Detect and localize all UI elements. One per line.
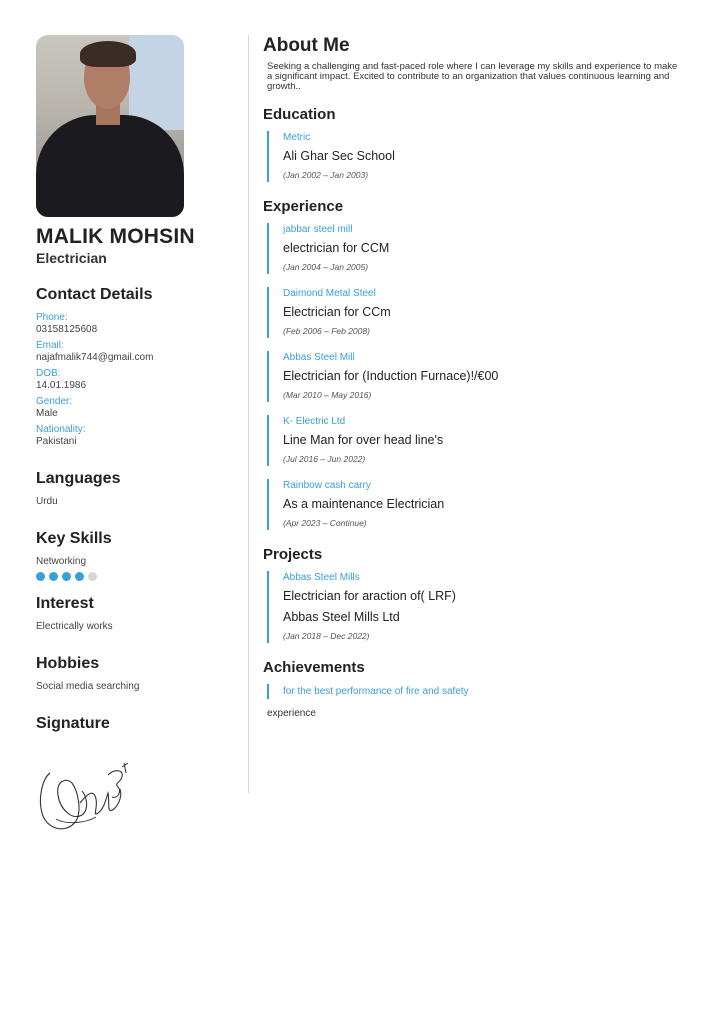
skill-dot — [49, 572, 58, 581]
experience-company: K- Electric Ltd — [283, 416, 346, 427]
dob-value: 14.01.1986 — [36, 380, 87, 391]
education-entry — [267, 131, 683, 182]
phone-value: 03158125608 — [36, 324, 98, 335]
gender-label: Gender: — [36, 396, 73, 407]
skill-rating — [36, 572, 236, 581]
experience-dates: (Jan 2004 – Jan 2005) — [283, 262, 369, 272]
skill-dot — [75, 572, 84, 581]
project-company: Abbas Steel Mills Ltd — [283, 610, 400, 624]
achievement-extra: experience — [267, 708, 316, 719]
education-school: Ali Ghar Sec School — [283, 149, 395, 163]
experience-entry — [267, 351, 683, 402]
project-entry — [267, 571, 683, 643]
experience-entry — [267, 223, 683, 274]
skill-name: Networking — [36, 556, 87, 567]
skill-dot — [36, 572, 45, 581]
projects-heading: Projects — [263, 546, 323, 563]
achievements-heading: Achievements — [263, 659, 365, 676]
contact-list — [36, 312, 236, 448]
experience-position: Electrician for CCm — [283, 305, 391, 319]
about-text: Seeking a challenging and fast-paced role where I can leverage my skills and experience to make a significant impact. Excited to contribute to an organization that values continuous learning and growth.. — [267, 61, 678, 92]
candidate-role: Electrician — [36, 250, 107, 266]
candidate-name: MALIK MOHSIN — [36, 225, 195, 248]
experience-entry — [267, 415, 683, 466]
experience-dates: (Mar 2010 – May 2016) — [283, 390, 372, 400]
project-dates: (Jan 2018 – Dec 2022) — [283, 631, 370, 641]
skills-heading: Key Skills — [36, 530, 112, 547]
languages-heading: Languages — [36, 470, 121, 487]
achievement-title: for the best performance of fire and safety — [267, 684, 683, 699]
hobbies-value: Social media searching — [36, 681, 140, 692]
experience-position: Line Man for over head line's — [283, 433, 444, 447]
nationality-label: Nationality: — [36, 424, 86, 435]
language-value: Urdu — [36, 496, 58, 507]
experience-dates: (Apr 2023 – Continue) — [283, 518, 367, 528]
project-name: Abbas Steel Mills — [283, 572, 360, 583]
hobbies-heading: Hobbies — [36, 655, 100, 672]
experience-company: Daimond Metal Steel — [283, 288, 376, 299]
experience-position: Electrician for (Induction Furnace)!/€00 — [283, 369, 499, 383]
nationality-value: Pakistani — [36, 436, 77, 447]
interest-heading: Interest — [36, 595, 94, 612]
email-value: najafmalik744@gmail.com — [36, 352, 154, 363]
sidebar — [36, 35, 236, 840]
dob-label: DOB: — [36, 368, 61, 379]
education-dates: (Jan 2002 – Jan 2003) — [283, 170, 369, 180]
contact-heading: Contact Details — [36, 286, 153, 303]
experience-dates: (Jul 2016 – Jun 2022) — [283, 454, 366, 464]
skill-dot — [62, 572, 71, 581]
experience-company: Rainbow cash carry — [283, 480, 371, 491]
signature-heading: Signature — [36, 715, 110, 732]
education-title: Metric — [283, 132, 311, 143]
experience-position: As a maintenance Electrician — [283, 497, 445, 511]
interest-value: Electrically works — [36, 621, 113, 632]
experience-entry — [267, 287, 683, 338]
education-heading: Education — [263, 106, 336, 123]
experience-position: electrician for CCM — [283, 241, 390, 255]
experience-company: Abbas Steel Mill — [283, 352, 355, 363]
email-label: Email: — [36, 340, 64, 351]
profile-photo — [36, 35, 184, 217]
experience-dates: (Feb 2006 – Feb 2008) — [283, 326, 370, 336]
experience-entry — [267, 479, 683, 530]
phone-label: Phone: — [36, 312, 68, 323]
signature-image — [36, 755, 136, 835]
skill-dot — [88, 572, 97, 581]
project-description: Electrician for araction of( LRF) — [283, 589, 456, 603]
column-divider — [248, 35, 249, 793]
experience-company: jabbar steel mill — [283, 224, 353, 235]
experience-heading: Experience — [263, 198, 344, 215]
gender-value: Male — [36, 408, 58, 419]
main-content — [263, 35, 683, 719]
about-heading: About Me — [263, 35, 350, 56]
